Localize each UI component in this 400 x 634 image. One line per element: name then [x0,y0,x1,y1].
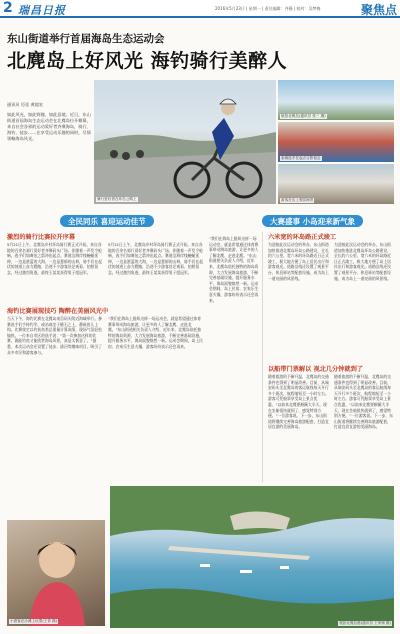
text-ferry-col1: 随着旅游的不断升温，北麂岛的交通条件也得到了明显改善。目前，从瑞安码头至北麂岛的客运航线每天开行多个班次，航程缩短至一小时左右。游客可凭船票享受岛上景点优惠，“以前来北麂要颠簸大半天，现在坐船很快就到了，感觉特别方便。”一位游客说。下一步，东山街道将继续完善海岛旅游配套，打造宜居宜游的美丽海岛。 [268,374,329,430]
side-photo-stack [278,80,394,204]
text-ring-road-col1: 为迎接此次运动会的举办，东山街道加快推进北麂岛环岛公路建设，全长约六公里、宽六米的环岛路近日正式竣工，极大地方便了岛上居民出行和游客观光。道路沿线还设置了观景平台、休息驿站等配套设施，成为岛上一道亮丽的风景线。 [268,242,329,281]
harbor-illustration [110,486,394,628]
cyclist-photo [94,80,276,204]
section-label: 聚焦点 [360,3,397,17]
child-photo [7,520,105,626]
text-fishing-col1: 当天下午，海钓比赛在北麂岛南岙码头附近海域举行。参赛选手们手持钓竿，或站或坐于礁石之上，静候鱼儿上钩。比赛规定以钓获鱼类总重量计算成绩，现场气氛轻松愉快。一位来自市区的选手说：“第一次参加这样的比赛，既能钓鱼又能欣赏海岛风景，真是太惬意了。”据悉，本次运动会还设置了徒步、拔河等趣味项目，吸引了众多市民和游客参与。 [7,316,102,355]
page-number: 2 [3,0,13,16]
side-photo-bottom [278,164,394,204]
harbor-photo-caption: 航拍北麂岛港(通讯员 王家驹 摄) [339,621,391,625]
article-lead: 如此风光，如此野趣，如此意境。近日，东山街道首届海岛生态运动会在北麂岛拉开帷幕，来自社会各界的运动爱好者齐聚海岛，骑行、海钓、徒步……在享受运动乐趣的同时，尽情领略海岛风光。 [7,112,91,141]
text-cycling-col2: 5月21日上午，北麂岛乡村环岛骑行赛正式开始。来自各地的百余名骑行爱好者齐聚码头广场，伴随着一声发令枪响，选手们如离弦之箭冲出起点。赛道沿海岸线蜿蜒延伸，一边是湛蓝的大海，一边是葱郁的山林，骑手们在起伏的坡道上奋力蹬踏，沿途不少游客驻足观看、拍照留念。经过激烈角逐，最终王某某获得男子组冠军。 [108,242,203,275]
section-band-left: 全民同乐 喜迎运动佳节 [60,215,154,227]
child-illustration [7,520,105,626]
text-fishing-col2: “我们在海岛上组织这样一场运动会，就是希望通过体育赛事带动海岛旅游，让更多的人了解北麂、走进北麂。”东山街道相关负责人介绍，近年来，北麂岛依托独特的海岛资源，大力发展海岛旅游，不断完善基础设施，提升服务水平，海岛面貌焕然一新。运动会期间，岛上民宿、农家乐生意火爆，游客纷纷表示还会再来。 [108,316,203,349]
text-ring-road-col2: 为迎接此次运动会的举办，东山街道加快推进北麂岛环岛公路建设，全长约六公里、宽六米的环岛路近日正式竣工，极大地方便了岛上居民出行和游客观光。道路沿线还设置了观景平台、休息驿站等配套设施，成为岛上一道亮丽的风景线。 [334,242,391,281]
harbor-aerial-photo [110,486,394,628]
subheading-cycling: 激烈的骑行比赛拉开序幕 [7,234,76,241]
article-kicker: 东山街道举行首届海岛生态运动会 [7,33,165,45]
masthead-logo: 瑞昌日报 [18,4,66,17]
text-cycling-col1: 5月21日上午，北麂岛乡村环岛骑行赛正式开始。来自各地的百余名骑行爱好者齐聚码头广场，伴随着一声发令枪响，选手们如离弦之箭冲出起点。赛道沿海岸线蜿蜒延伸，一边是湛蓝的大海，一边是葱郁的山林，骑手们在起伏的坡道上奋力蹬踏，沿途不少游客驻足观看、拍照留念。经过激烈角逐，最终王某某获得男子组冠军。 [7,242,102,275]
side-photo-mid-caption: 参赛选手在起点合影留念 [281,156,321,160]
side-photo-top-caption: 航拍北麂岛(通讯员 张三 摄) [281,114,326,118]
section-band-right: 大赛盛事 小岛迎来新气象 [262,215,363,227]
page-header [0,0,400,18]
subheading-ferry: 以船带门票解以 视北几分钟就到了 [268,366,363,373]
subheading-ring-road: 六米宽的环岛路正式竣工 [268,234,337,241]
text-ferry-col2: 随着旅游的不断升温，北麂岛的交通条件也得到了明显改善。目前，从瑞安码头至北麂岛的客运航线每天开行多个班次，航程缩短至一小时左右。游客可凭船票享受岛上景点优惠，“以前来北麂要颠簸大半天，现在坐船很快就到了，感觉特别方便。”一位游客说。下一步，东山街道将继续完善海岛旅游配套，打造宜居宜游的美丽海岛。 [334,374,393,430]
side-photo-mid [278,122,394,162]
article-headline: 北麂岛上好风光 海钓骑行美醉人 [7,50,288,72]
cyclist-illustration [94,80,276,204]
article-byline: 通讯员 厉佳 黄超宏 [7,102,44,107]
subheading-fishing: 海钓比赛展现技巧 陶醉在美丽风光中 [7,308,109,315]
hero-photo-caption: 骑行爱好者在环岛公路上 [97,197,137,201]
column-divider [262,232,263,482]
header-meta: 2016年5月23日 | 星期一 | 责任编辑：齐静 | 校对：吴梦梅 [215,6,321,11]
side-photo-bottom-caption: 游客在岛上观赏海景 [281,198,314,202]
side-photo-top [278,80,394,120]
text-mid-col: “我们在海岛上组织这样一场运动会，就是希望通过体育赛事带动海岛旅游，让更多的人了解北麂、走进北麂。”东山街道相关负责人介绍，近年来，北麂岛依托独特的海岛资源，大力发展海岛旅游，不断完善基础设施，提升服务水平，海岛面貌焕然一新。运动会期间，岛上民宿、农家乐生意火爆，游客纷纷表示还会再来。 [209,236,259,303]
child-photo-caption: 小游客在沙滩上玩耍(王菲 摄) [10,619,58,623]
